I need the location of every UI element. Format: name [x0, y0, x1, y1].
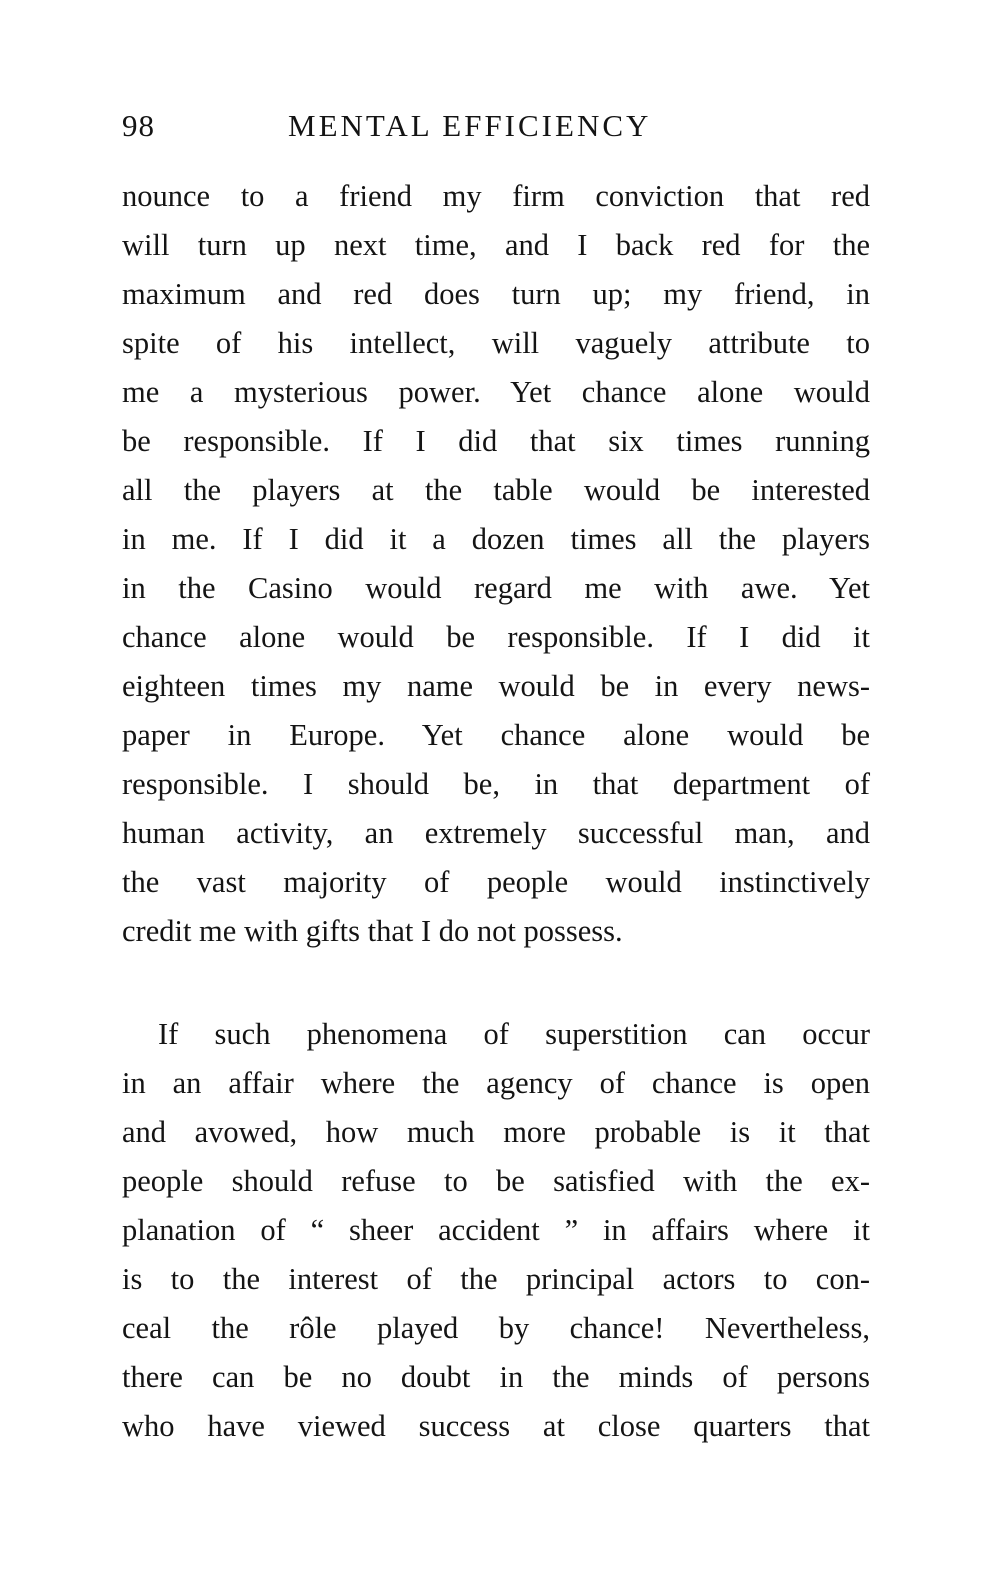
text-line: human activity, an extremely successful man, and [122, 816, 870, 850]
text-line: people should refuse to be satisfied with the ex- [122, 1164, 870, 1198]
text-line: who have viewed success at close quarters that [122, 1409, 870, 1443]
text-line: maximum and red does turn up; my friend, in [122, 277, 870, 311]
text-line: in the Casino would regard me with awe. Yet [122, 571, 870, 605]
text-line: me a mysterious power. Yet chance alone would [122, 375, 870, 409]
text-line: be responsible. If I did that six times running [122, 424, 870, 458]
running-title: MENTAL EFFICIENCY [288, 108, 652, 143]
paragraph-2 [122, 1010, 870, 1451]
page-number: 98 [122, 108, 155, 143]
text-line: nounce to a friend my firm conviction that red [122, 179, 870, 213]
text-line: responsible. I should be, in that department of [122, 767, 870, 801]
text-line: all the players at the table would be interested [122, 473, 870, 507]
text-line: credit me with gifts that I do not possess. [122, 914, 623, 948]
text-line: the vast majority of people would instinctively [122, 865, 870, 899]
text-line: eighteen times my name would be in every news- [122, 669, 870, 703]
text-line: If such phenomena of superstition can occur [158, 1017, 870, 1051]
text-line: will turn up next time, and I back red for the [122, 228, 870, 262]
text-line: spite of his intellect, will vaguely attribute to [122, 326, 870, 360]
text-line: paper in Europe. Yet chance alone would be [122, 718, 870, 752]
running-head [122, 108, 872, 158]
paragraph-1 [122, 172, 870, 956]
text-line: chance alone would be responsible. If I did it [122, 620, 870, 654]
text-line: ceal the rôle played by chance! Nevertheless, [122, 1311, 870, 1345]
text-line: there can be no doubt in the minds of persons [122, 1360, 870, 1394]
text-line: in an affair where the agency of chance is open [122, 1066, 870, 1100]
text-line: is to the interest of the principal actors to con- [122, 1262, 870, 1296]
text-line: planation of “ sheer accident ” in affairs where it [122, 1213, 870, 1247]
text-line: in me. If I did it a dozen times all the players [122, 522, 870, 556]
text-line: and avowed, how much more probable is it that [122, 1115, 870, 1149]
